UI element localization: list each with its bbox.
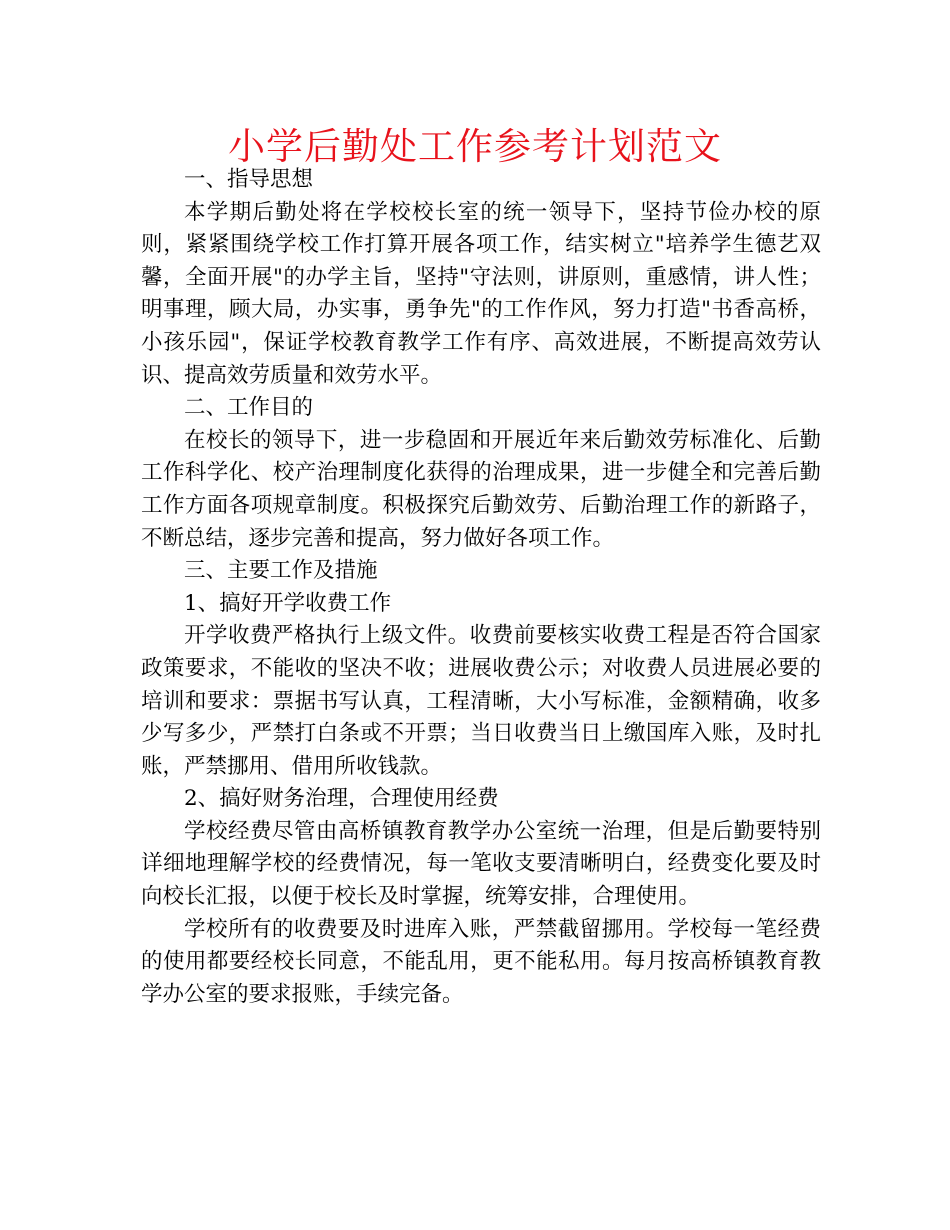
paragraph-fees: 开学收费严格执行上级文件。收费前要核实收费工程是否符合国家政策要求，不能收的坚决不收；进展收费公示；对收费人员进展必要的培训和要求：票据书写认真，工程清晰，大小写标准，金额精确，收多少写多少，严禁打白条或不开票；当日收费当日上缴国库入账，及时扎账，严禁挪用、借用所收钱款。 (141, 623, 821, 779)
document-body (141, 164, 821, 1011)
section-heading-main-work: 三、主要工作及措施 (184, 558, 378, 584)
paragraph-finance-1: 学校经费尽管由高桥镇教育教学办公室统一治理，但是后勤要特别详细地理解学校的经费情况，每一笔收支要清晰明白，经费变化要及时向校长汇报，以便于校长及时掌握，统筹安排，合理使用。 (141, 818, 821, 910)
paragraph-work-goals: 在校长的领导下，进一步稳固和开展近年来后勤效劳标准化、后勤工作科学化、校产治理制度化获得的治理成果，进一步健全和完善后勤工作方面各项规章制度。积极探究后勤效劳、后勤治理工作的新路子，不断总结，逐步完善和提高，努力做好各项工作。 (141, 427, 821, 551)
paragraph-finance-2: 学校所有的收费要及时进库入账，严禁截留挪用。学校每一笔经费的使用都要经校长同意，不能乱用，更不能私用。每月按高桥镇教育教学办公室的要求报账，手续完备。 (141, 916, 821, 1007)
paragraph-guiding-ideology: 本学期后勤处将在学校校长室的统一领导下，坚持节俭办校的原则，紧紧围绕学校工作打算开展各项工作，结实树立"培养学生德艺双馨，全面开展"的办学主旨，坚持"守法则，讲原则，重感情，讲人性；明事理，顾大局，办实事，勇争先"的工作作风，努力打造"书香高桥，小孩乐园"，保证学校教育教学工作有序、高效进展，不断提高效劳认识、提高效劳质量和效劳水平。 (141, 199, 821, 388)
document-title: 小学后勤处工作参考计划范文 (228, 125, 722, 168)
subsection-heading-finance: 2、搞好财务治理，合理使用经费 (184, 786, 499, 812)
section-heading-work-goals: 二、工作目的 (184, 395, 314, 421)
section-heading-guiding-ideology: 一、指导思想 (184, 167, 314, 192)
subsection-heading-fees: 1、搞好开学收费工作 (184, 590, 392, 616)
